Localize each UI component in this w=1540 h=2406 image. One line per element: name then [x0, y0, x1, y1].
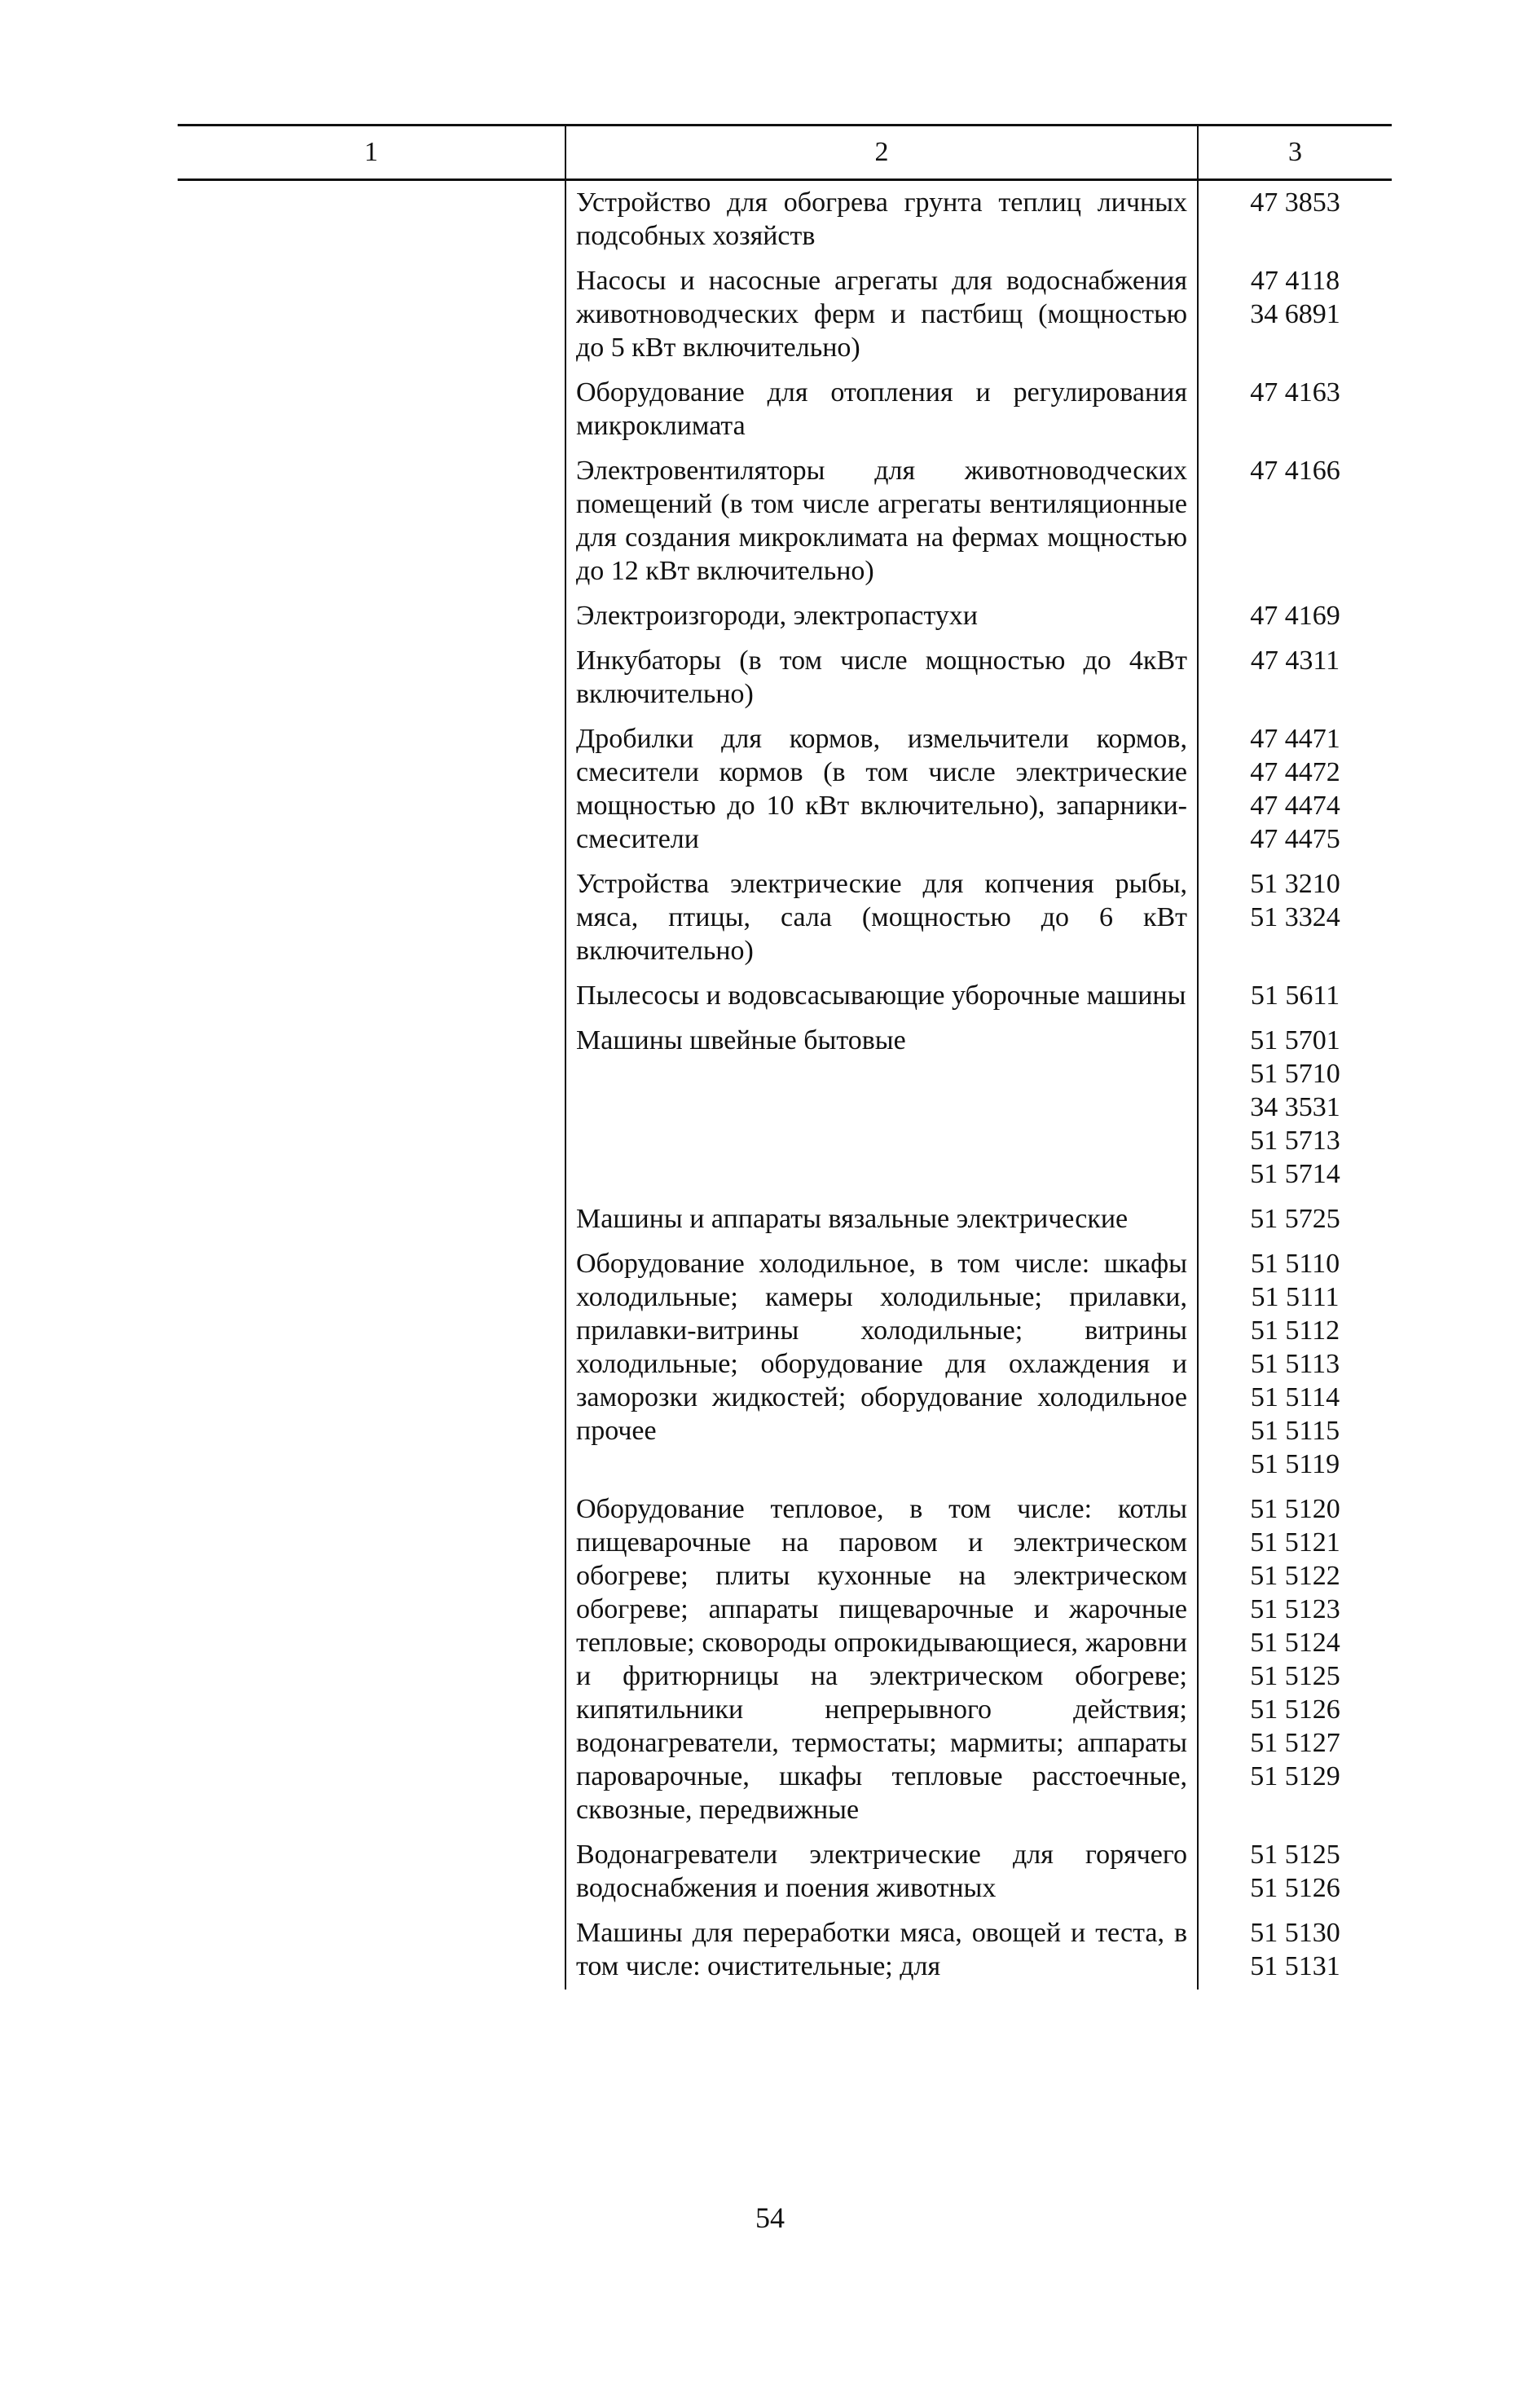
empty-col-1-cell	[178, 594, 565, 639]
product-code: 51 5126	[1250, 1694, 1340, 1725]
product-code: 47 4474	[1250, 791, 1340, 821]
product-code: 51 5126	[1250, 1873, 1340, 1903]
product-code: 51 5120	[1250, 1494, 1340, 1524]
product-name-cell: Оборудование холодильное, в том числе: шкафы холодильные; камеры холодильные; прилавки, прилавки-витрины холодильные; витрины холодильные; оборудование для охлаждения и заморозки жидкостей; оборудование холодильное прочее	[565, 1242, 1198, 1487]
table-row	[178, 1242, 1392, 1487]
product-code-cell	[1198, 862, 1392, 974]
header-col-1: 1	[178, 126, 565, 180]
product-code: 51 5701	[1250, 1025, 1340, 1055]
product-code: 51 5111	[1251, 1282, 1340, 1312]
product-code: 34 3531	[1250, 1092, 1340, 1122]
product-code: 51 5113	[1250, 1349, 1340, 1379]
table-row	[178, 449, 1392, 594]
product-code: 47 4311	[1250, 646, 1340, 676]
product-code-cell	[1198, 1197, 1392, 1242]
table-header	[178, 126, 1392, 180]
product-name-cell: Дробилки для кормов, измельчители кормов, смесители кормов (в том числе электрические мощностью до 10 кВт включительно), запарники-смесители	[565, 717, 1198, 862]
product-code-cell	[1198, 1911, 1392, 1990]
empty-col-1-cell	[178, 1487, 565, 1833]
empty-col-1-cell	[178, 862, 565, 974]
product-code: 51 5611	[1250, 980, 1340, 1011]
empty-col-1-cell	[178, 259, 565, 371]
product-code: 51 5112	[1250, 1315, 1340, 1346]
table-row	[178, 1487, 1392, 1833]
product-name-cell: Машины и аппараты вязальные электрические	[565, 1197, 1198, 1242]
product-code: 51 5131	[1250, 1951, 1340, 1981]
table-row	[178, 862, 1392, 974]
product-code: 51 5725	[1250, 1204, 1340, 1234]
product-name-cell: Пылесосы и водовсасывающие уборочные машины	[565, 974, 1198, 1019]
page-number: 54	[755, 2201, 785, 2234]
product-name-cell: Насосы и насосные агрегаты для водоснабжения животноводческих ферм и пастбищ (мощностью до 5 кВт включительно)	[565, 259, 1198, 371]
table-row	[178, 717, 1392, 862]
product-code-cell	[1198, 717, 1392, 862]
product-code-cell	[1198, 1242, 1392, 1487]
product-code: 47 4118	[1250, 266, 1340, 296]
product-code: 51 3324	[1250, 902, 1340, 932]
product-code: 51 5125	[1250, 1661, 1340, 1691]
table-row	[178, 974, 1392, 1019]
empty-col-1-cell	[178, 1197, 565, 1242]
product-name-cell: Водонагреватели электрические для горячего водоснабжения и поения животных	[565, 1833, 1198, 1911]
product-code: 51 5114	[1250, 1382, 1340, 1412]
product-code-cell	[1198, 639, 1392, 717]
product-code: 47 3853	[1250, 187, 1340, 218]
product-code: 51 5121	[1250, 1527, 1340, 1558]
product-code: 47 4471	[1250, 724, 1340, 754]
product-code: 51 5127	[1250, 1728, 1340, 1758]
empty-col-1-cell	[178, 1019, 565, 1197]
product-code: 51 5122	[1250, 1561, 1340, 1591]
table-row	[178, 639, 1392, 717]
product-code: 51 3210	[1250, 869, 1340, 899]
product-code: 47 4472	[1250, 757, 1340, 787]
header-col-3: 3	[1198, 126, 1392, 180]
product-code: 51 5714	[1250, 1159, 1340, 1189]
product-code: 47 4169	[1250, 601, 1340, 631]
product-code: 51 5129	[1250, 1761, 1340, 1791]
product-code: 51 5713	[1250, 1126, 1340, 1156]
product-code: 47 4475	[1250, 824, 1340, 854]
product-name-cell: Инкубаторы (в том числе мощностью до 4кВт включительно)	[565, 639, 1198, 717]
product-name-cell: Устройство для обогрева грунта теплиц личных подсобных хозяйств	[565, 180, 1198, 260]
product-code-cell	[1198, 180, 1392, 260]
product-code: 51 5124	[1250, 1628, 1340, 1658]
table-row	[178, 259, 1392, 371]
product-code: 47 4163	[1250, 377, 1340, 408]
product-code-cell	[1198, 371, 1392, 449]
table-body	[178, 180, 1392, 1990]
empty-col-1-cell	[178, 974, 565, 1019]
empty-col-1-cell	[178, 371, 565, 449]
product-name-cell: Оборудование тепловое, в том числе: котлы пищеварочные на паровом и электрическом обогреве; плиты кухонные на электрическом обогреве; аппараты пищеварочные и жарочные тепловые; сковороды опрокидывающиеся, жаровни и фритюрницы на электрическом обогреве; кипятильники непрерывного действия; водонагреватели, термостаты; мармиты; аппараты пароварочные, шкафы тепловые расстоечные, сквозные, передвижные	[565, 1487, 1198, 1833]
product-name-cell: Электроизгороди, электропастухи	[565, 594, 1198, 639]
product-code: 51 5125	[1250, 1840, 1340, 1870]
product-name-cell: Оборудование для отопления и регулирования микроклимата	[565, 371, 1198, 449]
product-code: 51 5110	[1250, 1249, 1340, 1279]
header-row	[178, 126, 1392, 180]
table-row	[178, 1911, 1392, 1990]
empty-col-1-cell	[178, 1833, 565, 1911]
table-row	[178, 371, 1392, 449]
product-code: 51 5710	[1250, 1059, 1340, 1089]
product-code-cell	[1198, 449, 1392, 594]
product-code: 51 5123	[1250, 1594, 1340, 1624]
product-code: 34 6891	[1250, 299, 1340, 329]
table-row	[178, 594, 1392, 639]
product-code: 51 5130	[1250, 1918, 1340, 1948]
product-code-cell	[1198, 1487, 1392, 1833]
product-code: 47 4166	[1250, 456, 1340, 486]
product-code-cell	[1198, 594, 1392, 639]
table-row	[178, 180, 1392, 260]
table-row	[178, 1833, 1392, 1911]
product-name-cell: Устройства электрические для копчения рыбы, мяса, птицы, сала (мощностью до 6 кВт включительно)	[565, 862, 1198, 974]
empty-col-1-cell	[178, 1911, 565, 1990]
product-name-cell: Электровентиляторы для животноводческих помещений (в том числе агрегаты вентиляционные для создания микроклимата на фермах мощностью до 12 кВт включительно)	[565, 449, 1198, 594]
product-code-cell	[1198, 259, 1392, 371]
table-row	[178, 1197, 1392, 1242]
header-col-2: 2	[565, 126, 1198, 180]
product-code-cell	[1198, 974, 1392, 1019]
product-code-cell	[1198, 1019, 1392, 1197]
product-code-cell	[1198, 1833, 1392, 1911]
empty-col-1-cell	[178, 180, 565, 260]
product-code: 51 5115	[1250, 1416, 1340, 1446]
classification-table	[178, 124, 1392, 1990]
empty-col-1-cell	[178, 449, 565, 594]
product-code: 51 5119	[1250, 1449, 1340, 1479]
empty-col-1-cell	[178, 639, 565, 717]
empty-col-1-cell	[178, 1242, 565, 1487]
table-row	[178, 1019, 1392, 1197]
empty-col-1-cell	[178, 717, 565, 862]
product-name-cell: Машины швейные бытовые	[565, 1019, 1198, 1197]
product-name-cell: Машины для переработки мяса, овощей и теста, в том числе: очистительные; для	[565, 1911, 1198, 1990]
